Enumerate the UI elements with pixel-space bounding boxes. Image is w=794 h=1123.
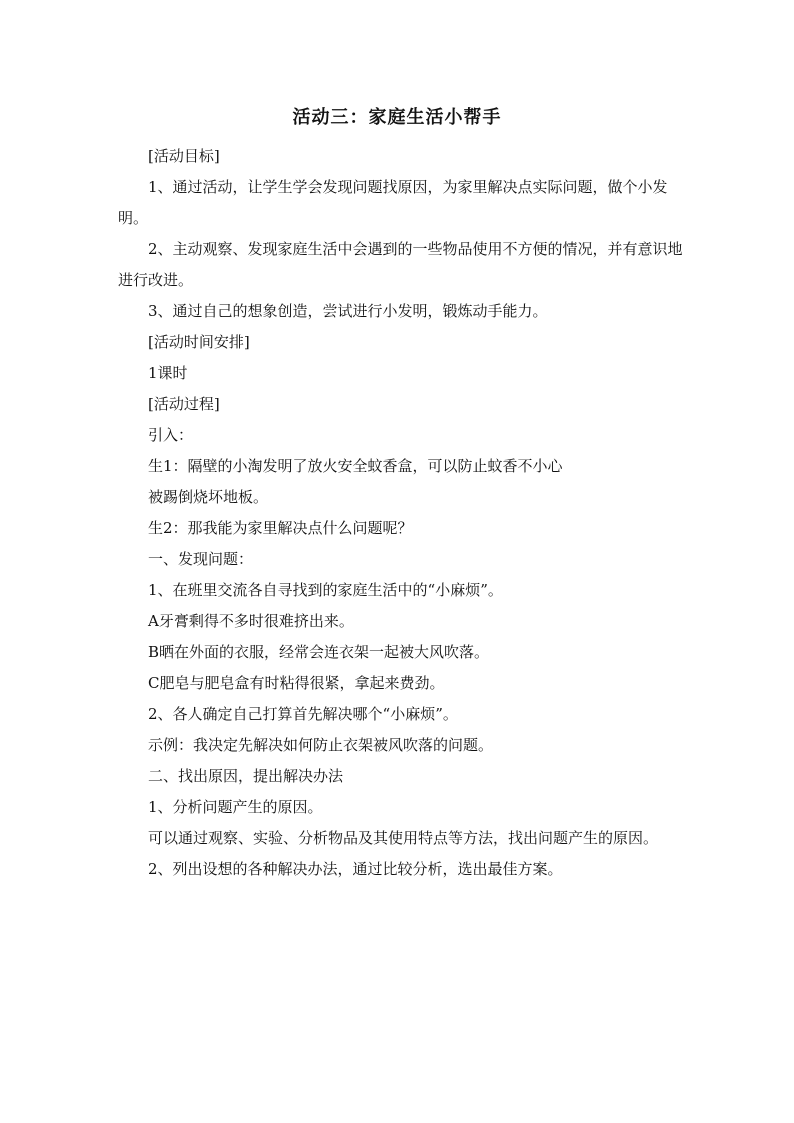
part-1-item-1: 1、在班里交流各自寻找到的家庭生活中的“小麻烦”。 [148,581,503,599]
example-text: 示例：我决定先解决如何防止衣架被风吹落的问题。 [148,736,494,754]
goal-item-3: 3、通过自己的想象创造，尝试进行小发明，锻炼动手能力。 [148,302,548,320]
schedule-text: 1课时 [148,364,188,382]
part-2-method: 可以通过观察、实验、分析物品及其使用特点等方法，找出问题产生的原因。 [148,829,659,847]
section-heading-goals: [活动目标] [148,147,220,165]
problem-a: A牙膏剩得不多时很难挤出来。 [148,612,354,630]
goal-item-2: 2、主动观察、发现家庭生活中会遇到的一些物品使用不方便的情况，并有意识地进行改进。 [118,240,683,289]
student-2-line: 生2：那我能为家里解决点什么问题呢？ [148,519,413,537]
part-1-heading: 一、发现问题： [148,550,254,568]
section-heading-process: [活动过程] [148,395,220,413]
document-title: 活动三：家庭生活小帮手 [292,107,502,128]
part-1-item-2: 2、各人确定自己打算首先解决哪个“小麻烦”。 [148,705,458,723]
student-1-line-2: 被踢倒烧坏地板。 [148,488,269,506]
student-1-line-1: 生1：隔壁的小淘发明了放火安全蚊香盒，可以防止蚊香不小心 [148,457,563,475]
part-2-item-2: 2、列出设想的各种解决办法，通过比较分析，选出最佳方案。 [148,860,563,878]
part-2-item-1: 1、分析问题产生的原因。 [148,798,323,816]
problem-c: C肥皂与肥皂盒有时粘得很紧，拿起来费劲。 [148,674,445,692]
part-2-heading: 二、找出原因，提出解决办法 [148,767,344,785]
document-body [118,141,684,885]
section-heading-schedule: [活动时间安排] [148,333,250,351]
problem-b: B晒在外面的衣服，经常会连衣架一起被大风吹落。 [148,643,490,661]
goal-item-1: 1、通过活动，让学生学会发现问题找原因，为家里解决点实际问题，做个小发明。 [118,178,668,227]
intro-label: 引入： [148,426,194,444]
